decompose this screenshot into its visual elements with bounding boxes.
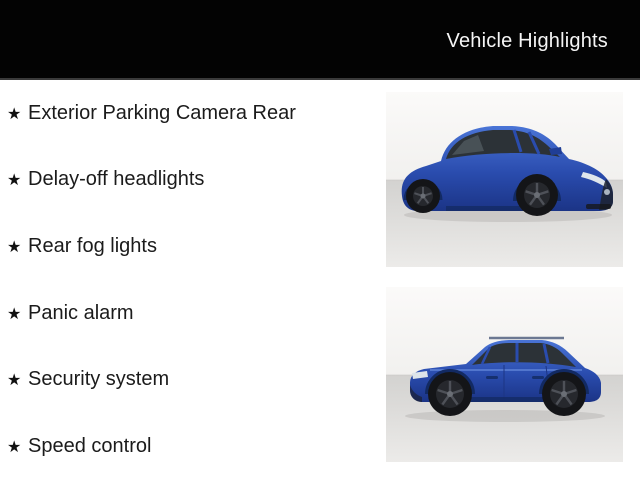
feature-label: Exterior Parking Camera Rear: [28, 101, 296, 124]
star-bullet-icon: ★: [7, 239, 22, 257]
feature-label: Rear fog lights: [28, 235, 157, 258]
star-bullet-icon: ★: [7, 305, 22, 323]
star-bullet-icon: ★: [7, 105, 22, 123]
suv-front-three-quarter-photo: [386, 92, 623, 267]
star-bullet-icon: ★: [7, 372, 22, 390]
page-title: Vehicle Highlights: [446, 29, 608, 52]
feature-label: Delay-off headlights: [28, 168, 205, 191]
star-bullet-icon: ★: [7, 172, 22, 190]
feature-label: Security system: [28, 368, 170, 391]
feature-item: [0, 368, 380, 391]
feature-label: Panic alarm: [28, 301, 134, 324]
header-bar: [0, 0, 640, 80]
feature-item: [0, 302, 380, 325]
suv-side-illustration: [386, 287, 623, 462]
suv-front-illustration: [386, 92, 623, 267]
suv-side-profile-photo: [386, 287, 623, 462]
feature-label: Speed control: [28, 435, 152, 458]
feature-item: [0, 235, 380, 258]
feature-item: [0, 435, 380, 458]
star-bullet-icon: ★: [7, 439, 22, 457]
feature-item: [0, 102, 380, 125]
vehicle-feature-list: [0, 80, 380, 480]
feature-item: [0, 168, 380, 191]
